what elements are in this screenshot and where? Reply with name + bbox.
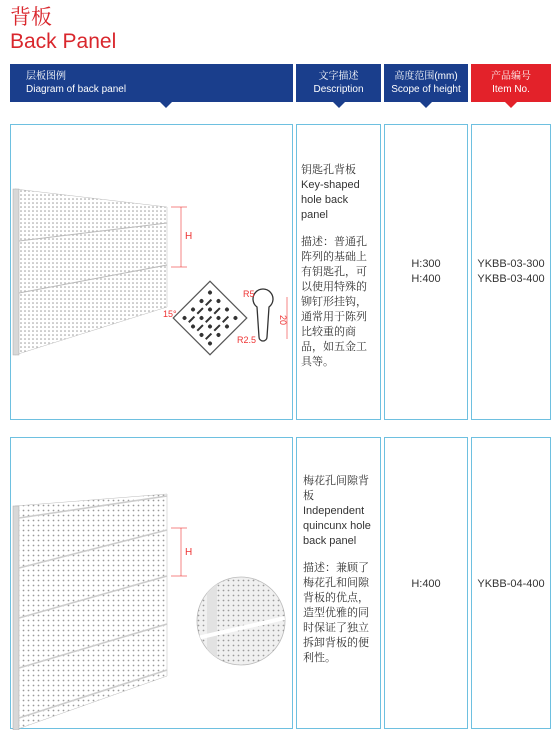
header-scope-en: Scope of height <box>391 84 461 95</box>
header-item-cn: 产品编号 <box>491 71 531 82</box>
row2-name-cn: 梅花孔间隙背板 <box>303 475 369 502</box>
dim-h-label-2: H <box>185 547 193 558</box>
row1-name-en: Key-shaped hole back panel <box>301 179 360 221</box>
dim-h-label: H <box>185 231 193 242</box>
row1-name-cn: 钥匙孔背板 <box>301 164 356 176</box>
header-item <box>471 64 551 102</box>
header-diagram-en: Diagram of back panel <box>26 84 127 95</box>
row1-item-1: YKBB-03-300 <box>477 258 545 270</box>
row2-height-1: H:400 <box>411 578 441 590</box>
header-description <box>296 64 381 102</box>
row2-diagram-cell <box>10 437 293 729</box>
header-description-cn: 文字描述 <box>318 71 359 82</box>
row2-desc-cell <box>296 437 381 729</box>
header-scope-cn: 高度范围(mm) <box>394 71 458 82</box>
keyhole-panel-diagram <box>11 125 294 421</box>
row2-desc: 描述：兼顾了梅花孔和间隙背板的优点，造型优雅的同时保证了独立拆卸背板的便利性。 <box>303 562 369 664</box>
row1-diagram-cell <box>10 124 293 420</box>
row2-scope-cell <box>384 437 468 729</box>
row1-item-cell <box>471 124 551 420</box>
row1-scope-cell <box>384 124 468 420</box>
dim-len-label: 20 <box>278 315 288 326</box>
header-diagram-cn: 层板图例 <box>26 71 66 82</box>
page-title-en: Back Panel <box>10 30 117 53</box>
row2-name-en: Independent quincunx hole back panel <box>303 505 371 547</box>
header-item-en: Item No. <box>492 84 530 95</box>
header-diagram <box>10 64 293 102</box>
dim-r-bottom-label: R2.5 <box>237 335 257 345</box>
page-title-cn: 背板 <box>10 6 52 29</box>
row1-item-2: YKBB-03-400 <box>477 273 545 285</box>
row1-desc-cell <box>296 124 381 420</box>
row1-height-2: H:400 <box>411 273 441 285</box>
header-scope <box>384 64 468 102</box>
dim-r-top-label: R5 <box>243 289 255 299</box>
row2-item-1: YKBB-04-400 <box>477 578 545 590</box>
row1-height-1: H:300 <box>411 258 441 270</box>
dim-angle-label: 15° <box>163 309 177 319</box>
row1-desc: 描述：普通孔阵列的基础上有钥匙孔，可以使用特殊的铆钉形挂钩，通常用于陈列比较重的商品，如五金工具等。 <box>301 236 367 368</box>
quincunx-panel-diagram <box>11 438 294 730</box>
header-description-en: Description <box>313 84 364 95</box>
row2-item-cell <box>471 437 551 729</box>
